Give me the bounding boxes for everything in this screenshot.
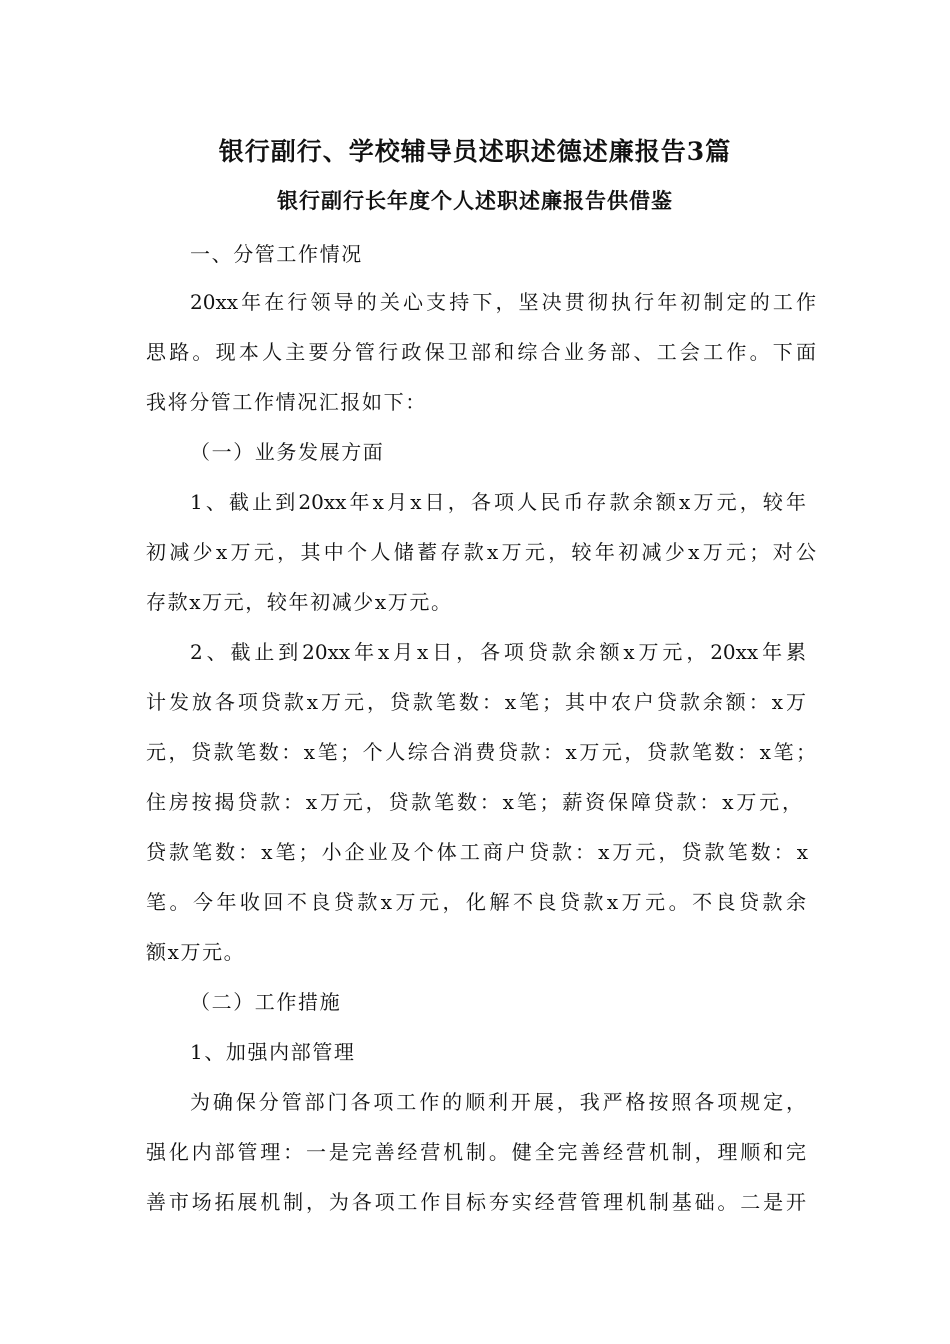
subsection-heading: （二）工作措施 — [190, 990, 342, 1014]
body-line: 额x万元。 — [146, 940, 246, 964]
document-subtitle: 银行副行长年度个人述职述廉报告供借鉴 — [277, 188, 673, 213]
body-line: 存款x万元，较年初减少x万元。 — [146, 590, 453, 614]
body-line: 善市场拓展机制，为各项工作目标夯实经营管理机制基础。二是开 — [146, 1190, 806, 1214]
body-line: 20xx年在行领导的关心支持下，坚决贯彻执行年初制定的工作 — [190, 290, 816, 314]
body-line: 初减少x万元，其中个人储蓄存款x万元，较年初减少x万元；对公 — [146, 540, 816, 564]
body-line: 住房按揭贷款：x万元，贷款笔数：x笔；薪资保障贷款：x万元， — [146, 790, 802, 814]
body-line: 为确保分管部门各项工作的顺利开展，我严格按照各项规定， — [190, 1090, 806, 1114]
body-line: 1、截止到20xx年x月x日，各项人民币存款余额x万元，较年 — [190, 490, 806, 514]
body-line: 贷款笔数：x笔；小企业及个体工商户贷款：x万元，贷款笔数：x — [146, 840, 808, 864]
section-heading: 一、分管工作情况 — [190, 242, 363, 266]
body-line: 我将分管工作情况汇报如下： — [146, 390, 427, 414]
body-line: 思路。现本人主要分管行政保卫部和综合业务部、工会工作。下面 — [146, 340, 816, 364]
document-title: 银行副行、学校辅导员述职述德述廉报告3篇 — [218, 137, 732, 166]
body-line: 笔。今年收回不良贷款x万元，化解不良贷款x万元。不良贷款余 — [146, 890, 806, 914]
body-line: 计发放各项贷款x万元，贷款笔数：x笔；其中农户贷款余额：x万 — [146, 690, 806, 714]
subsection-heading: 1、加强内部管理 — [190, 1040, 356, 1064]
body-line: 元，贷款笔数：x笔；个人综合消费贷款：x万元，贷款笔数：x笔； — [146, 740, 816, 764]
body-line: 强化内部管理：一是完善经营机制。健全完善经营机制，理顺和完 — [146, 1140, 806, 1164]
body-line: 2、截止到20xx年x月x日，各项贷款余额x万元，20xx年累 — [190, 640, 806, 664]
subsection-heading: （一）业务发展方面 — [190, 440, 385, 464]
